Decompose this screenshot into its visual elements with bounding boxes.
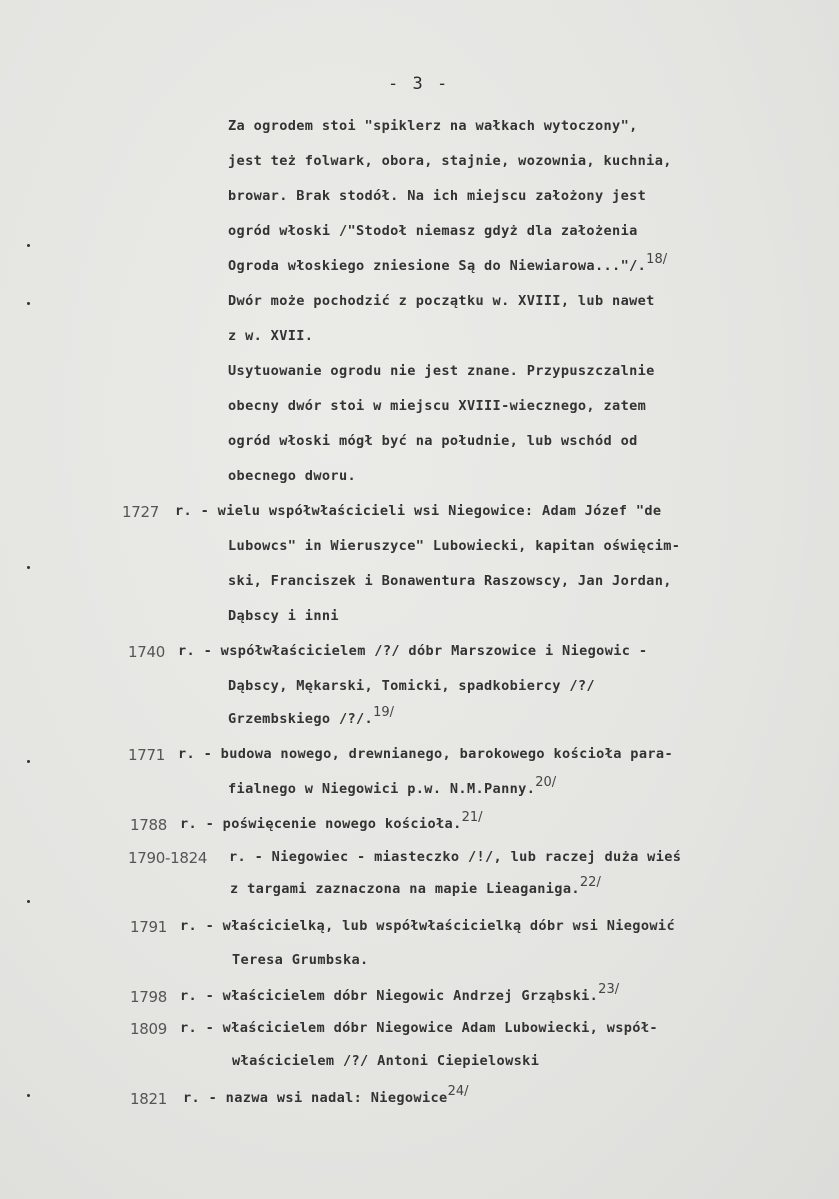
entry-line: r. - właścicielem dóbr Niegowice Adam Lubowiecki, współ- — [180, 1020, 658, 1036]
entry-year: 1771 — [128, 746, 165, 764]
entry-line: z targami zaznaczona na mapie Lieaganiga.$^{22/}$ — [230, 875, 601, 897]
entry-line: właścicielem /?/ Antoni Ciepielowski — [232, 1053, 540, 1069]
footnote-ref: 22/ — [579, 875, 601, 890]
footnote-ref: 18/ — [646, 252, 668, 267]
entry-line: Dąbscy i inni — [228, 608, 339, 624]
paragraph-line: z w. XVII. — [228, 328, 314, 344]
margin-mark — [27, 1094, 30, 1097]
footnote-ref: 21/ — [461, 810, 483, 825]
paragraph-line: Dwór może pochodzić z początku w. XVIII, lub nawet — [228, 293, 655, 309]
entry-line: r. - poświęcenie nowego kościoła.$^{21/}$ — [180, 810, 483, 832]
paragraph-line: Za ogrodem stoi "spiklerz na wałkach wytoczony", — [228, 118, 638, 134]
entry-line: r. - właścicielem dóbr Niegowic Andrzej Grząbski.$^{23/}$ — [180, 982, 620, 1004]
entry-year: 1790-1824 — [128, 849, 208, 867]
entry-year: 1740 — [128, 643, 165, 661]
entry-line: Lubowcs" in Wieruszyce" Lubowiecki, kapitan oświęcim- — [228, 538, 681, 554]
entry-line: r. - nazwa wsi nadal: Niegowice$^{24/}$ — [183, 1084, 469, 1106]
entry-year: 1798 — [130, 988, 167, 1006]
paragraph-line: Usytuowanie ogrodu nie jest znane. Przypuszczalnie — [228, 363, 655, 379]
footnote-ref: 19/ — [373, 705, 395, 720]
paragraph-line: obecny dwór stoi w miejscu XVIII-wiecznego, zatem — [228, 398, 647, 414]
page-number: - 3 - — [388, 74, 450, 94]
entry-line: r. - budowa nowego, drewnianego, barokowego kościoła para- — [178, 746, 673, 762]
paragraph-line: Ogroda włoskiego zniesione Są do Niewiarowa..."/.$^{18/}$ — [228, 252, 668, 274]
entry-year: 1809 — [130, 1020, 167, 1038]
entry-line: Dąbscy, Mękarski, Tomicki, spadkobiercy /?/ — [228, 678, 595, 694]
entry-year: 1727 — [122, 503, 159, 521]
entry-line: ski, Franciszek i Bonawentura Raszowscy, Jan Jordan, — [228, 573, 672, 589]
paragraph-line: ogród włoski /"Stodoł niemasz gdyż dla założenia — [228, 223, 638, 239]
entry-line: fialnego w Niegowici p.w. N.M.Panny.$^{20/}$ — [228, 775, 557, 797]
entry-line: r. - wielu współwłaścicieli wsi Niegowice: Adam Józef "de — [175, 503, 662, 519]
footnote-ref: 20/ — [535, 775, 557, 790]
margin-mark — [27, 760, 30, 763]
footnote-ref: 23/ — [598, 982, 620, 997]
entry-year: 1821 — [130, 1090, 167, 1108]
entry-line: r. - współwłaścicielem /?/ dóbr Marszowice i Niegowic - — [178, 643, 648, 659]
margin-mark — [27, 244, 30, 247]
entry-year: 1791 — [130, 918, 167, 936]
footnote-ref: 24/ — [447, 1084, 469, 1099]
entry-line: Grzembskiego /?/.$^{19/}$ — [228, 705, 395, 727]
entry-line: Teresa Grumbska. — [232, 952, 369, 968]
margin-mark — [27, 302, 30, 305]
paragraph-line: obecnego dworu. — [228, 468, 357, 484]
margin-mark — [27, 900, 30, 903]
entry-line: r. - właścicielką, lub współwłaścicielką dóbr wsi Niegowić — [180, 918, 675, 934]
paragraph-line: browar. Brak stodół. Na ich miejscu założony jest — [228, 188, 647, 204]
paragraph-line: ogród włoski mógł być na południe, lub wschód od — [228, 433, 638, 449]
paragraph-line: jest też folwark, obora, stajnie, wozownia, kuchnia, — [228, 153, 672, 169]
margin-mark — [27, 566, 30, 569]
entry-line: r. - Niegowiec - miasteczko /!/, lub raczej duża wieś — [229, 849, 682, 865]
entry-year: 1788 — [130, 816, 167, 834]
